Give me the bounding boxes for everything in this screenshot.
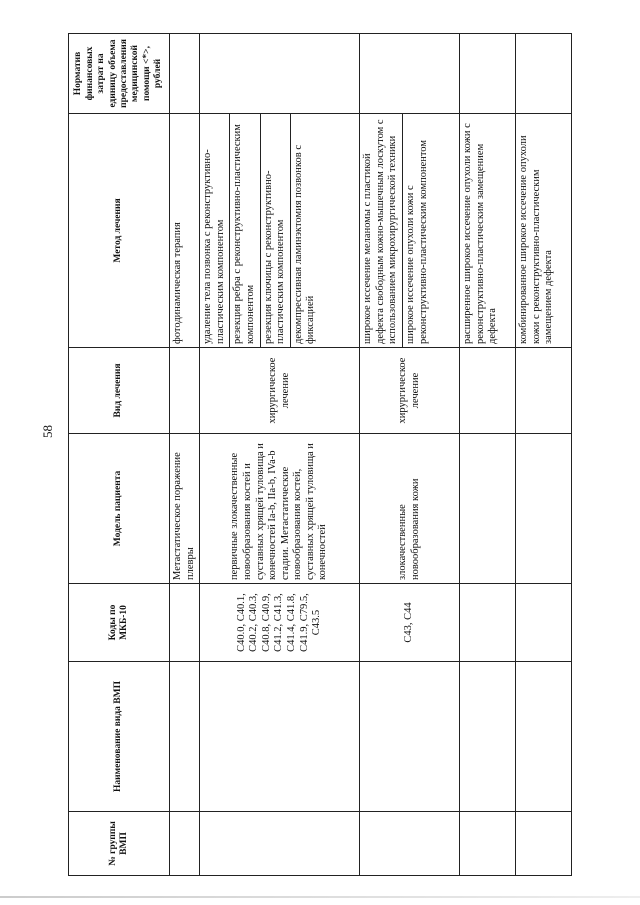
treatment-method-cell bbox=[360, 114, 460, 348]
treatment-type-cell bbox=[460, 348, 516, 434]
vmp-table bbox=[68, 33, 572, 876]
vmp-name-cell bbox=[360, 662, 460, 812]
patient-model-cell: Метастатическое поражение плевры bbox=[170, 434, 200, 584]
treatment-method-cell: комбинированное широкое иссечение опухоли кожи с реконструктивно-пластическим замещением дефекта bbox=[516, 114, 572, 348]
header-treatment-method: Метод лечения bbox=[69, 114, 170, 348]
icd-codes-cell: C40.0, C40.1, C40.2, C40.3, C40.8, C40.9, C41.2, C41.3, C41.4, C41.8, C41.9, C79.5, C43.5 bbox=[200, 584, 360, 662]
method-item: широкое иссечение опухоли кожи с реконструктивно-пластическим компонентом bbox=[402, 114, 432, 347]
vmp-name-cell bbox=[460, 662, 516, 812]
table-row bbox=[200, 34, 360, 876]
group-no-cell bbox=[170, 812, 200, 876]
treatment-method-cell: расширенное широкое иссечение опухоли кожи с реконструктивно-пластическим замещением дефекта bbox=[460, 114, 516, 348]
header-group-no: № группы ВМП bbox=[69, 812, 170, 876]
method-item: широкое иссечение меланомы с пластикой дефекта свободным кожно-мышечным лоскутом с использованием микрохирургической техники bbox=[362, 119, 399, 344]
table-header-row bbox=[69, 34, 170, 876]
header-icd-codes: Коды по МКБ-10 bbox=[69, 584, 170, 662]
method-item: удаление тела позвонка с реконструктивно-пластическим компонентом bbox=[202, 149, 226, 344]
icd-codes-cell bbox=[170, 584, 200, 662]
patient-model-cell: первичные злокачественные новообразования костей и суставных хрящей туловища и конечностей Ia-b, IIa-b, IVa-b стадии. Метастатические новообразования костей, суставных хрящей туловища и конечностей bbox=[200, 434, 360, 584]
treatment-type-cell bbox=[170, 348, 200, 434]
cost-norm-cell bbox=[170, 34, 200, 114]
method-item: резекция ребра с реконструктивно-пластическим компонентом bbox=[229, 114, 259, 347]
treatment-type-cell: хирургическое лечение bbox=[360, 348, 460, 434]
table-row bbox=[516, 34, 572, 876]
group-no-cell bbox=[200, 812, 360, 876]
header-cost-norm: Норматив финансовых затрат на единицу объема предоставления медицинской помощи <*>, рублей bbox=[69, 34, 170, 114]
table-row bbox=[360, 34, 460, 876]
header-patient-model: Модель пациента bbox=[69, 434, 170, 584]
group-no-cell bbox=[460, 812, 516, 876]
treatment-method-cell: фотодинамическая терапия bbox=[170, 114, 200, 348]
patient-model-cell bbox=[516, 434, 572, 584]
vmp-name-cell bbox=[516, 662, 572, 812]
treatment-type-cell: хирургическое лечение bbox=[200, 348, 360, 434]
cost-norm-cell bbox=[516, 34, 572, 114]
patient-model-cell bbox=[460, 434, 516, 584]
table-row bbox=[460, 34, 516, 876]
table-row bbox=[170, 34, 200, 876]
cost-norm-cell bbox=[200, 34, 360, 114]
header-treatment-type: Вид лечения bbox=[69, 348, 170, 434]
rotated-table-sheet bbox=[68, 34, 588, 876]
patient-model-cell: злокачественные новообразования кожи bbox=[360, 434, 460, 584]
group-no-cell bbox=[360, 812, 460, 876]
scan-edge bbox=[0, 896, 640, 898]
vmp-name-cell bbox=[170, 662, 200, 812]
icd-codes-cell bbox=[460, 584, 516, 662]
method-item: декомпрессивная ламинэктомия позвонков с фиксацией bbox=[290, 114, 320, 347]
method-item: резекция ключицы с реконструктивно-пластическим компонентом bbox=[260, 114, 290, 347]
cost-norm-cell bbox=[460, 34, 516, 114]
vmp-name-cell bbox=[200, 662, 360, 812]
treatment-method-cell bbox=[200, 114, 360, 348]
icd-codes-cell: C43, C44 bbox=[360, 584, 460, 662]
group-no-cell bbox=[516, 812, 572, 876]
icd-codes-cell bbox=[516, 584, 572, 662]
treatment-type-cell bbox=[516, 348, 572, 434]
header-vmp-name: Наименование вида ВМП bbox=[69, 662, 170, 812]
page-number: 58 bbox=[40, 425, 55, 438]
cost-norm-cell bbox=[360, 34, 460, 114]
